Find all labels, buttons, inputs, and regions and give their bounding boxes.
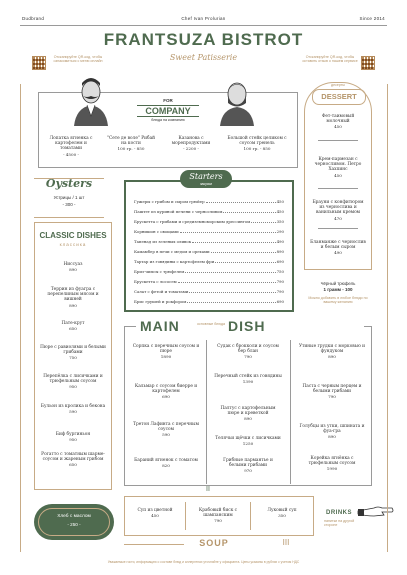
starter-row: Тартар из говядины с картофелем фри 690 (134, 259, 284, 264)
starter-row: Брускетта с грибами и средиземноморским дрессингом 350 (134, 219, 284, 224)
main-item: Грибные пармантье и белыми грибами 970 (223, 458, 273, 474)
truffle-note: Можно добавить в любое блюдо по вашему желанию (308, 296, 368, 305)
company-item: "Сете де воле" Рибай на кости 100 гр. - 850 (106, 136, 156, 152)
dessert-item: Брауни с конфитюром из чернослива и ванильным кремом 470 (312, 200, 364, 221)
divider (318, 140, 358, 141)
company-item: Большой стейк целиком с соусом гренель 100 гр. - 850 (227, 136, 287, 152)
truffle-name: Чёрный трюфель (320, 281, 356, 286)
right-frame-line (387, 84, 388, 552)
qr-menu-icon[interactable] (32, 56, 46, 70)
drinks-sub: напитки на другой стороне (324, 519, 355, 528)
main-item: Бараний ягненок с томатом 820 (134, 458, 198, 469)
main-item: Сорпка с перечным соусом и пюре 1890 (132, 344, 200, 360)
starter-row: Паштет из куриной печени с черносливом 450 (134, 209, 284, 214)
classic-subtitle: классика (59, 242, 87, 247)
main-item: Третон Лафинта с перечным соусом 590 (133, 422, 199, 438)
ornament-bottom: III (282, 538, 290, 547)
qr-review-icon[interactable] (361, 56, 375, 70)
classic-item: Рогатто с томатным шарме-соусом и жареным грибом 650 (41, 452, 105, 468)
main-title-left: MAIN (140, 318, 180, 334)
page-title: FRANTSUZA BISTROT (103, 30, 304, 49)
oysters-item: Устрицы / 1 шт (53, 195, 85, 200)
qr-menu-text: Отсканируйте QR-код, чтобы ознакомиться с меню онлайн (53, 55, 103, 64)
pointing-hand-icon (356, 503, 394, 519)
classic-item: Перепёлка с лисичками и трюфельным соусом 950 (43, 374, 103, 390)
classic-title: CLASSIC DISHES (39, 231, 107, 240)
starter-row: Корнишон с овощами 290 (134, 229, 284, 234)
left-frame-line (20, 84, 21, 552)
chef-portrait-left-icon (70, 74, 112, 126)
soup-rule (124, 544, 184, 545)
bread-name: Хлеб с маслом (57, 514, 91, 519)
soup-item: Суп из цветной 450 (137, 508, 173, 519)
starter-row: Брускетта с лососем 790 (134, 279, 284, 284)
soup-item: Луковый суп 350 (267, 508, 297, 519)
classic-item: Пюре с равиолями и белыми грибами 750 (40, 345, 106, 361)
main-item: Паста с черным перцем и белыми грибами 790 (302, 384, 362, 400)
main-item: Судак с брокколи и соусом бер блан 790 (217, 344, 279, 360)
starter-row: Гужеры с грибом и сыром грюйер 450 (134, 199, 284, 204)
company-item: Казанова с морепродуктами - 2200 - (171, 136, 211, 152)
drinks-title[interactable]: DRINKS (326, 510, 353, 516)
starter-row: Салат с фетой и томатами 790 (134, 289, 284, 294)
main-item: Кальмар с соусом биерре и картофелем 690 (134, 384, 198, 400)
main-subtitle: основные блюда (197, 322, 225, 326)
dessert-title: DESSERT (312, 89, 366, 105)
soup-divider (185, 502, 186, 530)
company-title: COMPANY (137, 105, 199, 117)
main-item: Палтус с картофельным пюре и креветкой 890 (220, 406, 276, 422)
dessert-item: Крем-пармезан с черносливом. Петро Хахпинс 450 (314, 157, 362, 178)
main-item: Телячьи щёчки с лисичками 1250 (215, 436, 281, 447)
footer-note: Уважаемые гости, информацию о составе блюд и аллергенах уточняйте у официанта. Цены указаны в рублях с учетом НДС (107, 560, 300, 564)
company-subtitle: блюда на компанию (151, 118, 185, 122)
starters-subtitle: закуски (199, 182, 213, 186)
starter-row: Бриз-чипсы с трюфелем 750 (134, 269, 284, 274)
main-item: Голубцы из утки, шпината и фуа-гра 890 (299, 424, 365, 440)
main-item: Корейка ягнёнка с трюфельным соусом 1990 (308, 456, 356, 472)
classic-item: Пате-крут 650 (61, 321, 85, 332)
classic-item: Террин из фуагра с перепелиным мясом и вишней 890 (47, 287, 99, 308)
since-label: Since 2014 (359, 16, 385, 21)
truffle-price: 1 грамм - 100 (323, 287, 353, 292)
main-col-divider (206, 340, 207, 484)
dessert-item: Бланманже с чернослив и белым сыром 490 (310, 240, 366, 256)
main-item: Перечный стейк из говядины 1390 (214, 374, 282, 385)
classic-item: Бульон из кролика и бекона 590 (40, 404, 106, 415)
signature: Sweet Patisserie (169, 53, 238, 62)
starter-row: Тапенад из зеленых оливок 490 (134, 239, 284, 244)
company-item: Лопатка ягненка с картофелем и томатами - 4500 - (49, 136, 93, 157)
oysters-title: Oysters (45, 177, 93, 190)
soup-title: SOUP (199, 538, 229, 548)
soup-divider (250, 502, 251, 530)
brand-label: Dudbrand (22, 16, 45, 21)
main-col-divider (290, 340, 291, 484)
divider (318, 228, 358, 229)
qr-review-text: Отсканируйте QR-код, чтобы оставить отзыв о нашем сервисе (302, 55, 358, 64)
soup-item: Крабовый биск с шампанским 790 (198, 508, 238, 524)
main-item: Утиные грудки с морковью и фундуком 890 (298, 344, 366, 360)
classic-item: Биф бургиньон 950 (55, 432, 91, 443)
classic-item: Ниссуаз 890 (63, 262, 83, 273)
bread-price: - 250 - (67, 522, 81, 527)
chef-portrait-right-icon (216, 76, 258, 126)
oysters-price: - 300 - (62, 202, 76, 207)
chef-label: Chef Ivan Prolurian (181, 16, 226, 21)
dessert-label: десерты (330, 83, 346, 87)
ornament-top: II (206, 486, 210, 493)
top-rule (20, 25, 387, 26)
divider (318, 188, 358, 189)
company-for: FOR (163, 98, 173, 103)
starter-row: Камамбер в печи с медом и орехами 890 (134, 249, 284, 254)
main-title-right: DISH (228, 318, 266, 334)
starter-row: Брис грушей и рокфором 690 (134, 299, 284, 304)
starters-title: Starters (189, 172, 223, 181)
dessert-item: Фет-таимовый молочный 450 (321, 114, 355, 130)
